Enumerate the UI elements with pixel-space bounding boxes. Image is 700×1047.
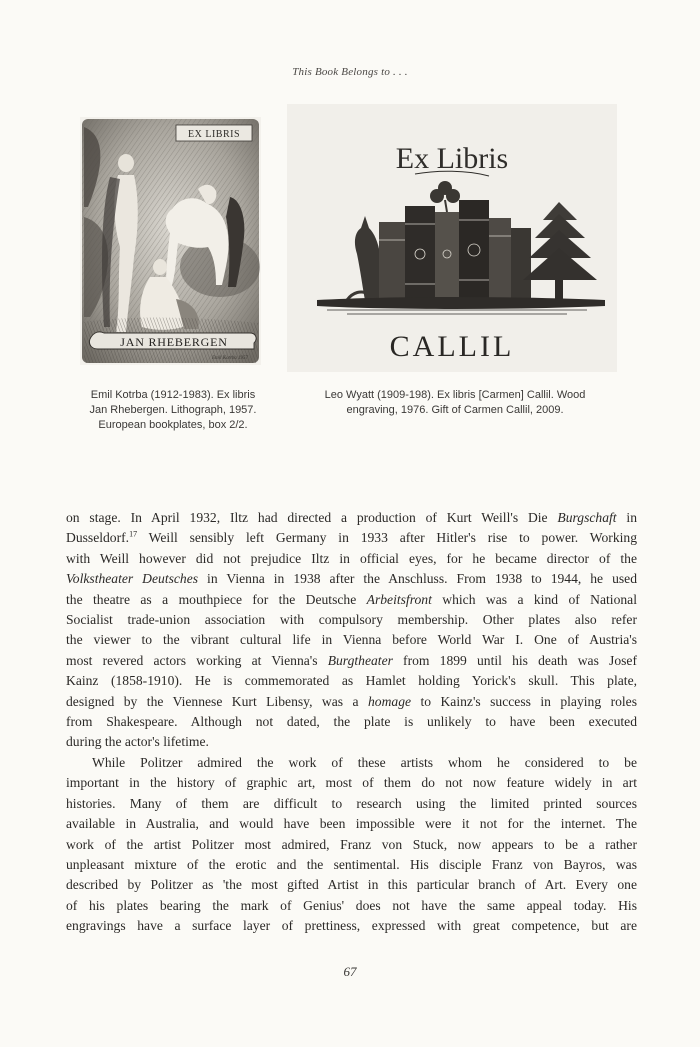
plate-owner-name: CALLIL <box>389 330 515 363</box>
paragraph-1-line: the theatre as a mouthpiece for the Deutsche Arbeitsfront which was a kind of National <box>66 591 637 607</box>
caption-line: European bookplates, box 2/2. <box>98 419 248 431</box>
paragraph-2-line: described by Politzer as 'the most gifted Artist in this particular branch of Art. Every one <box>66 877 637 893</box>
paragraph-1-line: Kainz (1858-1910). He is commemorated as Hamlet holding Yorick's skull. This plate, <box>66 673 637 689</box>
footnote-ref[interactable]: 17 <box>129 529 138 539</box>
caption-line: Emil Kotrba (1912-1983). Ex libris <box>90 389 256 401</box>
paragraph-2-line: work of the artist Politzer most admired, Franz von Stuck, now appears to be a rather <box>66 836 637 852</box>
paragraph-1-line: designed by the Viennese Kurt Libensy, was a homage to Kainz's success in playing roles <box>66 693 637 709</box>
bookplate-callil-image <box>287 104 617 372</box>
wood-engraving-illustration <box>287 104 617 372</box>
paragraph-1-line: most revered actors working at Vienna's Burgtheater from 1899 until his death was Josef <box>66 652 637 668</box>
paragraph-1-line: the viewer to the vibrant cultural life in Vienna before World War I. One of Austria's <box>66 632 637 648</box>
paragraph-1-line: with Weill however did not prejudice Iltz in official eyes, for he became director of the <box>66 550 637 566</box>
paragraph-1-line: Socialist trade-union association with compulsory membership. Other plates also refer <box>66 612 637 628</box>
bookplate-rhebergen-image <box>80 117 261 365</box>
artist-signature: Emil Kotrba 1957 <box>211 356 249 361</box>
caption-line: Leo Wyatt (1909-198). Ex libris [Carmen] Callil. Wood <box>324 389 586 401</box>
plate-header-ex-libris-script: Ex Libris <box>395 142 509 175</box>
plate-header-ex-libris: EX LIBRIS <box>188 129 240 140</box>
paragraph-1-line: during the actor's lifetime. <box>66 734 209 750</box>
page-number: 67 <box>343 964 357 979</box>
caption-callil <box>290 388 620 418</box>
paragraph-2-line: of his plates bearing the mark of Genius' does not have the same appeal today. His <box>66 897 637 913</box>
paragraph-1-line: on stage. In April 1932, Iltz had directed a production of Kurt Weill's Die Burgschaft in <box>66 510 637 525</box>
paragraph-1-line: Volkstheater Deutsches in Vienna in 1938 after the Anschluss. From 1938 to 1944, he used <box>66 571 637 587</box>
caption-line: engraving, 1976. Gift of Carmen Callil, 2009. <box>346 404 564 416</box>
paragraph-1-line: from Shakespeare. Although not dated, the plate is unlikely to have been executed <box>66 714 637 730</box>
paragraph-2-line: histories. Many of them are difficult to research using the limited printed sources <box>66 795 637 811</box>
paragraph-2-line: engravings have a surface layer of prettiness, expressed with great competence, but are <box>66 918 637 934</box>
running-head: This Book Belongs to . . . <box>292 66 408 78</box>
paragraph-1-line: Dusseldorf.$^{17}$ Weill sensibly left Germany in 1933 after Hitler's rise to power. Working <box>66 529 637 546</box>
plate-name-banner: JAN RHEBERGEN <box>120 335 228 349</box>
caption-rhebergen <box>78 388 268 433</box>
paragraph-2-line: available in Australia, and would have been impossible were it not for the internet. The <box>66 816 637 832</box>
paragraph-2-line: While Politzer admired the work of these artists whom he considered to be <box>92 754 637 770</box>
caption-line: Jan Rhebergen. Lithograph, 1957. <box>89 404 257 416</box>
paragraph-2-line: unpleasant mixture of the erotic and the sentimental. His disciple Franz von Bayros, was <box>66 856 637 872</box>
paragraph-2-line: important in the history of graphic art, most of them do not now feature widely in art <box>66 775 637 791</box>
lithograph-illustration <box>80 117 261 365</box>
body-text <box>66 508 637 937</box>
